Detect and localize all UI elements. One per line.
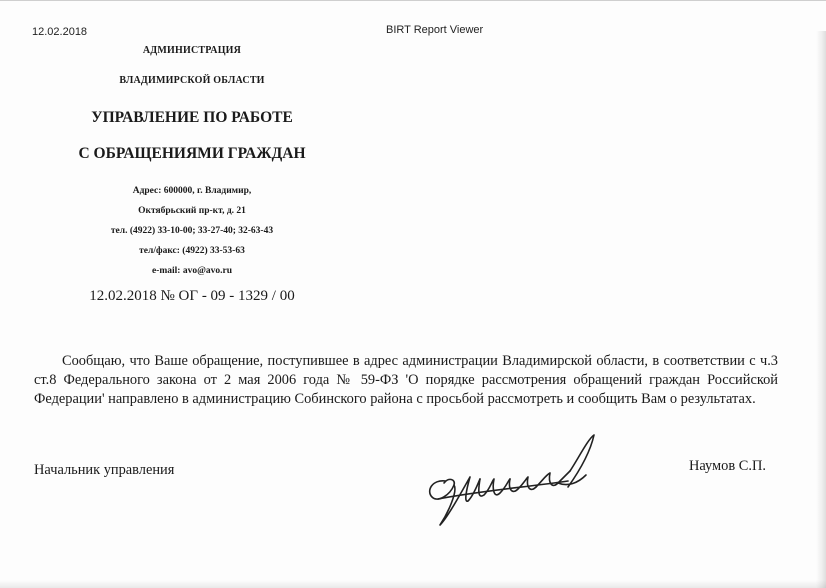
- letterhead-department-line2: С ОБРАЩЕНИЯМИ ГРАЖДАН: [78, 145, 306, 162]
- letterhead-department-line1: УПРАВЛЕНИЕ ПО РАБОТЕ: [91, 109, 293, 126]
- signer-name: Наумов С.П.: [689, 458, 766, 474]
- letterhead-phone: тел. (4922) 33-10-00; 33-27-40; 32-63-43: [110, 226, 274, 236]
- handwritten-signature: [418, 429, 608, 539]
- letterhead-email: e-mail: avo@avo.ru: [151, 266, 233, 276]
- letterhead-phone-fax: тел/факс: (4922) 33-53-63: [139, 246, 245, 256]
- viewer-title: BIRT Report Viewer: [386, 24, 484, 36]
- scan-shadow-bottom: [0, 580, 826, 588]
- letterhead-address-line2: Октябрьский пр-кт, д. 21: [138, 206, 246, 216]
- registration-number: 12.02.2018 № ОГ - 09 - 1329 / 00: [89, 288, 295, 304]
- letterhead-administration: АДМИНИСТРАЦИЯ: [142, 45, 242, 56]
- scan-shadow-right: [816, 31, 826, 588]
- letter-body: Сообщаю, что Ваше обращение, поступившее в адрес администрации Владимирской области, в соответствии с ч.3 ст.8 Федерального закона от 2 мая 2006 года № 59-ФЗ 'О порядке рассмотрения обращений граждан Российской Федерации' направлено в администрацию Собинского района с просьбой рассмотреть и сообщить Вам о результатах.: [34, 353, 778, 407]
- letterhead-address-line1: Адрес: 600000, г. Владимир,: [132, 186, 252, 196]
- signer-title: Начальник управления: [34, 462, 175, 478]
- print-date: 12.02.2018: [32, 26, 88, 38]
- letterhead-region: ВЛАДИМИРСКОЙ ОБЛАСТИ: [119, 75, 265, 86]
